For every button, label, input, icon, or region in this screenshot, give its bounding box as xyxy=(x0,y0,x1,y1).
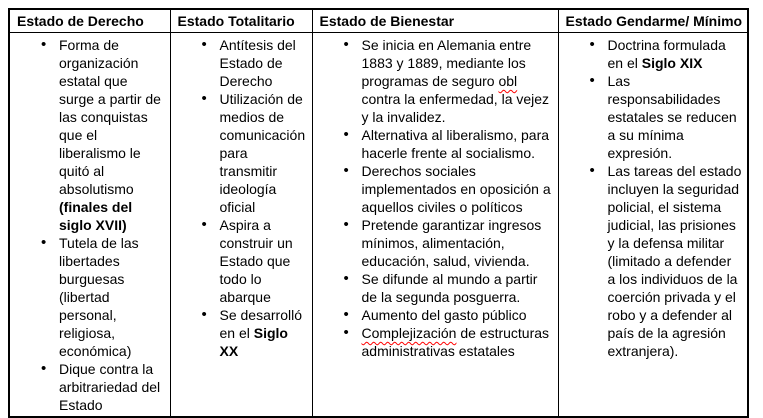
body-row xyxy=(9,33,748,418)
bullet-item xyxy=(171,90,307,216)
text-segment: Siglo XX xyxy=(219,325,288,359)
bullet-item xyxy=(313,306,553,324)
text-segment: contra la enfermedad, la vejez y la invalidez. xyxy=(361,91,550,125)
bullet-item xyxy=(10,234,165,360)
bullet-list-estado-de-bienestar xyxy=(313,36,553,360)
bullet-list-estado-gendarme-minimo xyxy=(559,36,743,360)
bullet-item xyxy=(559,72,743,162)
cell-estado-gendarme-minimo[interactable] xyxy=(558,33,748,418)
text-segment: Antítesis del Estado de Derecho xyxy=(219,37,296,89)
header-estado-de-derecho[interactable]: Estado de Derecho xyxy=(9,9,170,33)
bullet-item xyxy=(313,36,553,126)
text-segment: Tutela de las libertades burguesas (libertad personal, religiosa, económica) xyxy=(59,235,139,359)
text-segment: Dique contra la arbitrariedad del Estado xyxy=(59,361,161,413)
header-estado-totalitario[interactable]: Estado Totalitario xyxy=(170,9,312,33)
bullet-item xyxy=(559,36,743,72)
text-segment: Doctrina formulada en el xyxy=(607,37,726,71)
text-segment: Las tareas del estado incluyen la seguridad policial, el sistema judicial, las prisiones y la defensa militar (limitado a defender a los individuos de la coerción privada y el robo y a defender al país de la agresión extranjera). xyxy=(607,163,742,359)
text-segment: Se inicia en Alemania entre 1883 y 1889, mediante los programas de seguro xyxy=(361,37,532,89)
bullet-item xyxy=(313,126,553,162)
bullet-item xyxy=(171,36,307,90)
text-segment: Alternativa al liberalismo, para hacerle frente al socialismo. xyxy=(361,127,550,161)
text-segment: Utilización de medios de comunicación para transmitir ideología oficial xyxy=(219,91,306,215)
header-estado-gendarme-minimo[interactable]: Estado Gendarme/ Mínimo xyxy=(558,9,748,33)
bullet-item xyxy=(313,324,553,360)
header-row xyxy=(9,9,748,33)
state-types-table xyxy=(8,8,749,418)
cell-estado-de-derecho[interactable] xyxy=(9,33,170,418)
cell-estado-totalitario[interactable] xyxy=(170,33,312,418)
text-segment: (finales del siglo XVII) xyxy=(59,199,133,233)
cell-estado-de-bienestar[interactable] xyxy=(312,33,558,418)
text-segment: Se difunde al mundo a partir de la segunda posguerra. xyxy=(361,271,538,305)
text-segment: Aspira a construir un Estado que todo lo abarque xyxy=(219,217,293,305)
bullet-item xyxy=(10,360,165,414)
misspelled-text: Complejización xyxy=(361,325,457,341)
bullet-item xyxy=(559,162,743,360)
text-segment: de estructuras administrativas estatales xyxy=(361,325,550,359)
bullet-item xyxy=(10,36,165,234)
text-segment: Derechos sociales implementados en oposición a aquellos civiles o políticos xyxy=(361,163,551,215)
text-segment: Forma de organización estatal que surge a partir de las conquistas que el liberalismo le quitó al absolutismo xyxy=(59,37,161,197)
misspelled-text: obl xyxy=(498,73,518,89)
header-estado-de-bienestar[interactable]: Estado de Bienestar xyxy=(312,9,558,33)
bullet-item xyxy=(171,306,307,360)
bullet-list-estado-de-derecho xyxy=(10,36,165,414)
bullet-item xyxy=(313,162,553,216)
text-segment: Pretende garantizar ingresos mínimos, alimentación, educación, salud, vivienda. xyxy=(361,217,542,269)
bullet-item xyxy=(313,270,553,306)
bullet-item xyxy=(171,216,307,306)
bullet-list-estado-totalitario xyxy=(171,36,307,360)
text-segment: Las responsabilidades estatales se reducen a su mínima expresión. xyxy=(607,73,737,161)
text-segment: Se desarrolló en el xyxy=(219,307,302,341)
bullet-item xyxy=(313,216,553,270)
text-segment: Aumento del gasto público xyxy=(361,307,527,323)
text-segment: Siglo XIX xyxy=(641,55,703,71)
